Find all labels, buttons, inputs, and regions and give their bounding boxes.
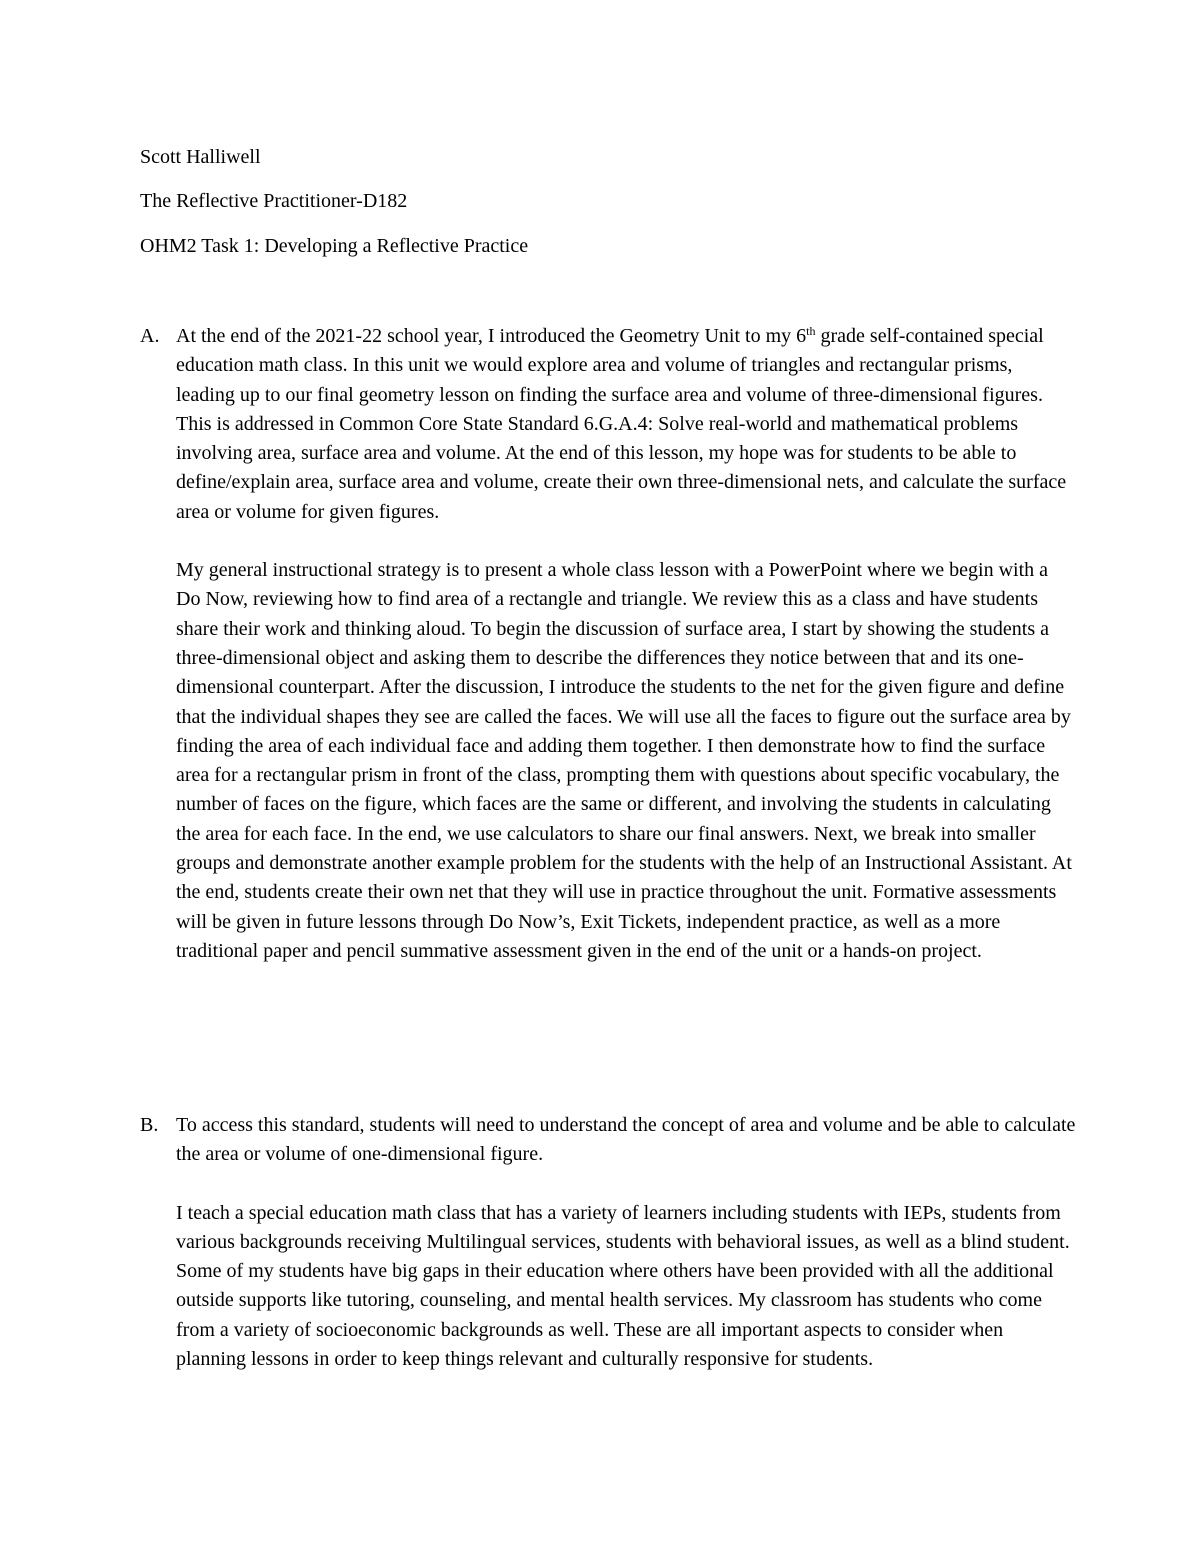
section-b-paragraph-1: To access this standard, students will need to understand the concept of area and volume and be able to calculate the area or volume of one-dimensional figure. [176, 1114, 1076, 1166]
section-a-p1-start: At the end of the 2021-22 school year, I introduced the Geometry Unit to my 6 [176, 325, 807, 347]
section-a-paragraph-2: My general instructional strategy is to present a whole class lesson with a PowerPoint where we begin with a Do Now, reviewing how to find area of a rectangle and triangle. We review this as a class and have students share their work and thinking aloud. To begin the discussion of surface area, I start by showing the students a three-dimensional object and asking them to describe the differences they notice between that and its one-dimensional counterpart. After the discussion, I introduce the students to the net for the given figure and define that the individual shapes they see are called the faces. We will use all the faces to figure out the surface area by finding the area of each individual face and adding them together. I then demonstrate how to find the surface area for a rectangular prism in front of the class, prompting them with questions about specific vocabulary, the number of faces on the figure, which faces are the same or different, and involving the students in calculating the area for each face. In the end, we use calculators to share our final answers. Next, we break into smaller groups and demonstrate another example problem for the students with the help of an Instructional Assistant. At the end, students create their own net that they will use in practice throughout the unit. Formative assessments will be given in future lessons through Do Now’s, Exit Tickets, independent practice, as well as a more traditional paper and pencil summative assessment given in the end of the unit or a hands-on project. [176, 559, 1072, 962]
section-b-marker: B. [140, 1114, 159, 1136]
author-name: Scott Halliwell [140, 146, 261, 168]
section-b [140, 1111, 1076, 1374]
section-a-paragraph-1 [176, 322, 1076, 527]
task-title: OHM2 Task 1: Developing a Reflective Practice [140, 235, 529, 257]
section-a-marker: A. [140, 325, 160, 347]
section-a [140, 322, 1070, 966]
course-title: The Reflective Practitioner-D182 [140, 190, 408, 212]
section-a-p1-rest: grade self-contained special education math class. In this unit we would explore area and volume of triangles and rectangular prisms, leading up to our final geometry lesson on finding the surface area and volume of three-dimensional figures. This is addressed in Common Core State Standard 6.G.A.4: Solve real-world and mathematical problems involving area, surface area and volume. At the end of this lesson, my hope was for students to be able to define/explain area, surface area and volume, create their own three-dimensional nets, and calculate the surface area or volume for given figures. [176, 325, 1067, 523]
section-b-paragraph-2: I teach a special education math class that has a variety of learners including students with IEPs, students from various backgrounds receiving Multilingual services, students with behavioral issues, as well as a blind student. Some of my students have big gaps in their education where others have been provided with all the additional outside supports like tutoring, counseling, and mental health services. My classroom has students who come from a variety of socioeconomic backgrounds as well. These are all important aspects to consider when planning lessons in order to keep things relevant and culturally responsive for students. [176, 1201, 1070, 1371]
ordinal-superscript: th [806, 324, 816, 338]
